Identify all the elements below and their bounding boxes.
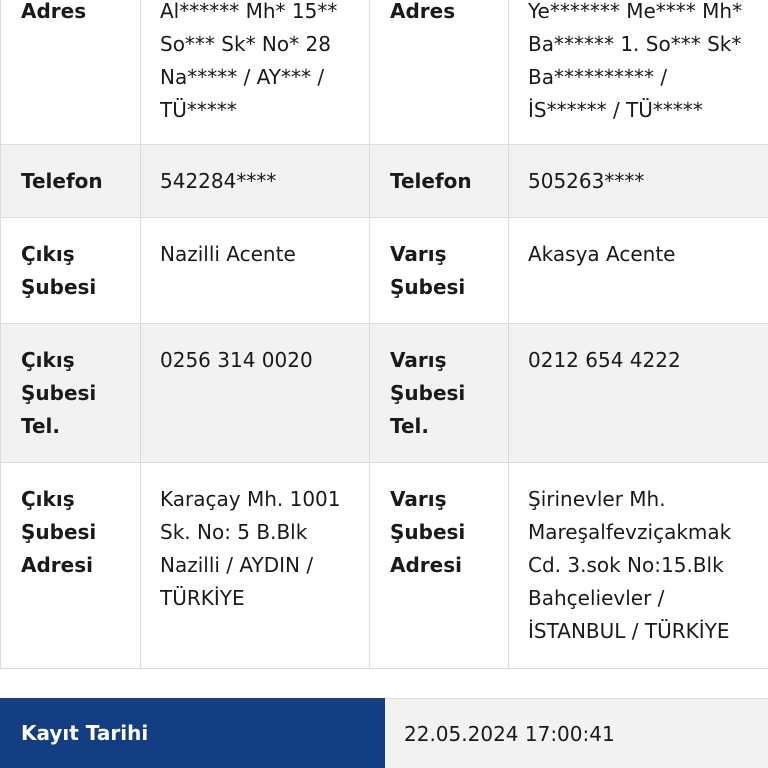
- registration-date-value: 22.05.2024 17:00:41: [385, 698, 768, 768]
- registration-date-row: [0, 698, 768, 768]
- arrival-branch-phone-label: Varış Şubesi Tel.: [370, 324, 509, 463]
- arrival-branch-value: Akasya Acente: [509, 218, 768, 324]
- arrival-branch-address-value: Şirinevler Mh. Mareşalfevziçakmak Cd. 3.sok No:15.Blk Bahçelievler / İSTANBUL / TÜRKİYE: [509, 463, 768, 669]
- table-row-branch-phone: [1, 324, 768, 463]
- departure-branch-phone-value: 0256 314 0020: [141, 324, 370, 463]
- departure-branch-label: Çıkış Şubesi: [1, 218, 141, 324]
- departure-branch-address-label: Çıkış Şubesi Adresi: [1, 463, 141, 669]
- table-row-branch-address: [1, 463, 768, 669]
- registration-date-label: Kayıt Tarihi: [0, 698, 385, 768]
- sender-address-value: Al****** Mh* 15** So*** Sk* No* 28 Na***** / AY*** / TÜ*****: [141, 0, 370, 145]
- sender-phone-label: Telefon: [1, 145, 141, 218]
- receiver-address-value: Ye******* Me**** Mh* Ba****** 1. So*** Sk* Ba********** / İS****** / TÜ*****: [509, 0, 768, 145]
- receiver-phone-value: 505263****: [509, 145, 768, 218]
- table-row-branch: [1, 218, 768, 324]
- sender-address-label: Adres: [1, 0, 141, 145]
- departure-branch-phone-label: Çıkış Şubesi Tel.: [1, 324, 141, 463]
- table-row-phone: [1, 145, 768, 218]
- table-row-address: [1, 0, 768, 145]
- receiver-address-label: Adres: [370, 0, 509, 145]
- arrival-branch-address-label: Varış Şubesi Adresi: [370, 463, 509, 669]
- arrival-branch-label: Varış Şubesi: [370, 218, 509, 324]
- departure-branch-value: Nazilli Acente: [141, 218, 370, 324]
- sender-phone-value: 542284****: [141, 145, 370, 218]
- departure-branch-address-value: Karaçay Mh. 1001 Sk. No: 5 B.Blk Nazilli / AYDIN / TÜRKİYE: [141, 463, 370, 669]
- receiver-phone-label: Telefon: [370, 145, 509, 218]
- arrival-branch-phone-value: 0212 654 4222: [509, 324, 768, 463]
